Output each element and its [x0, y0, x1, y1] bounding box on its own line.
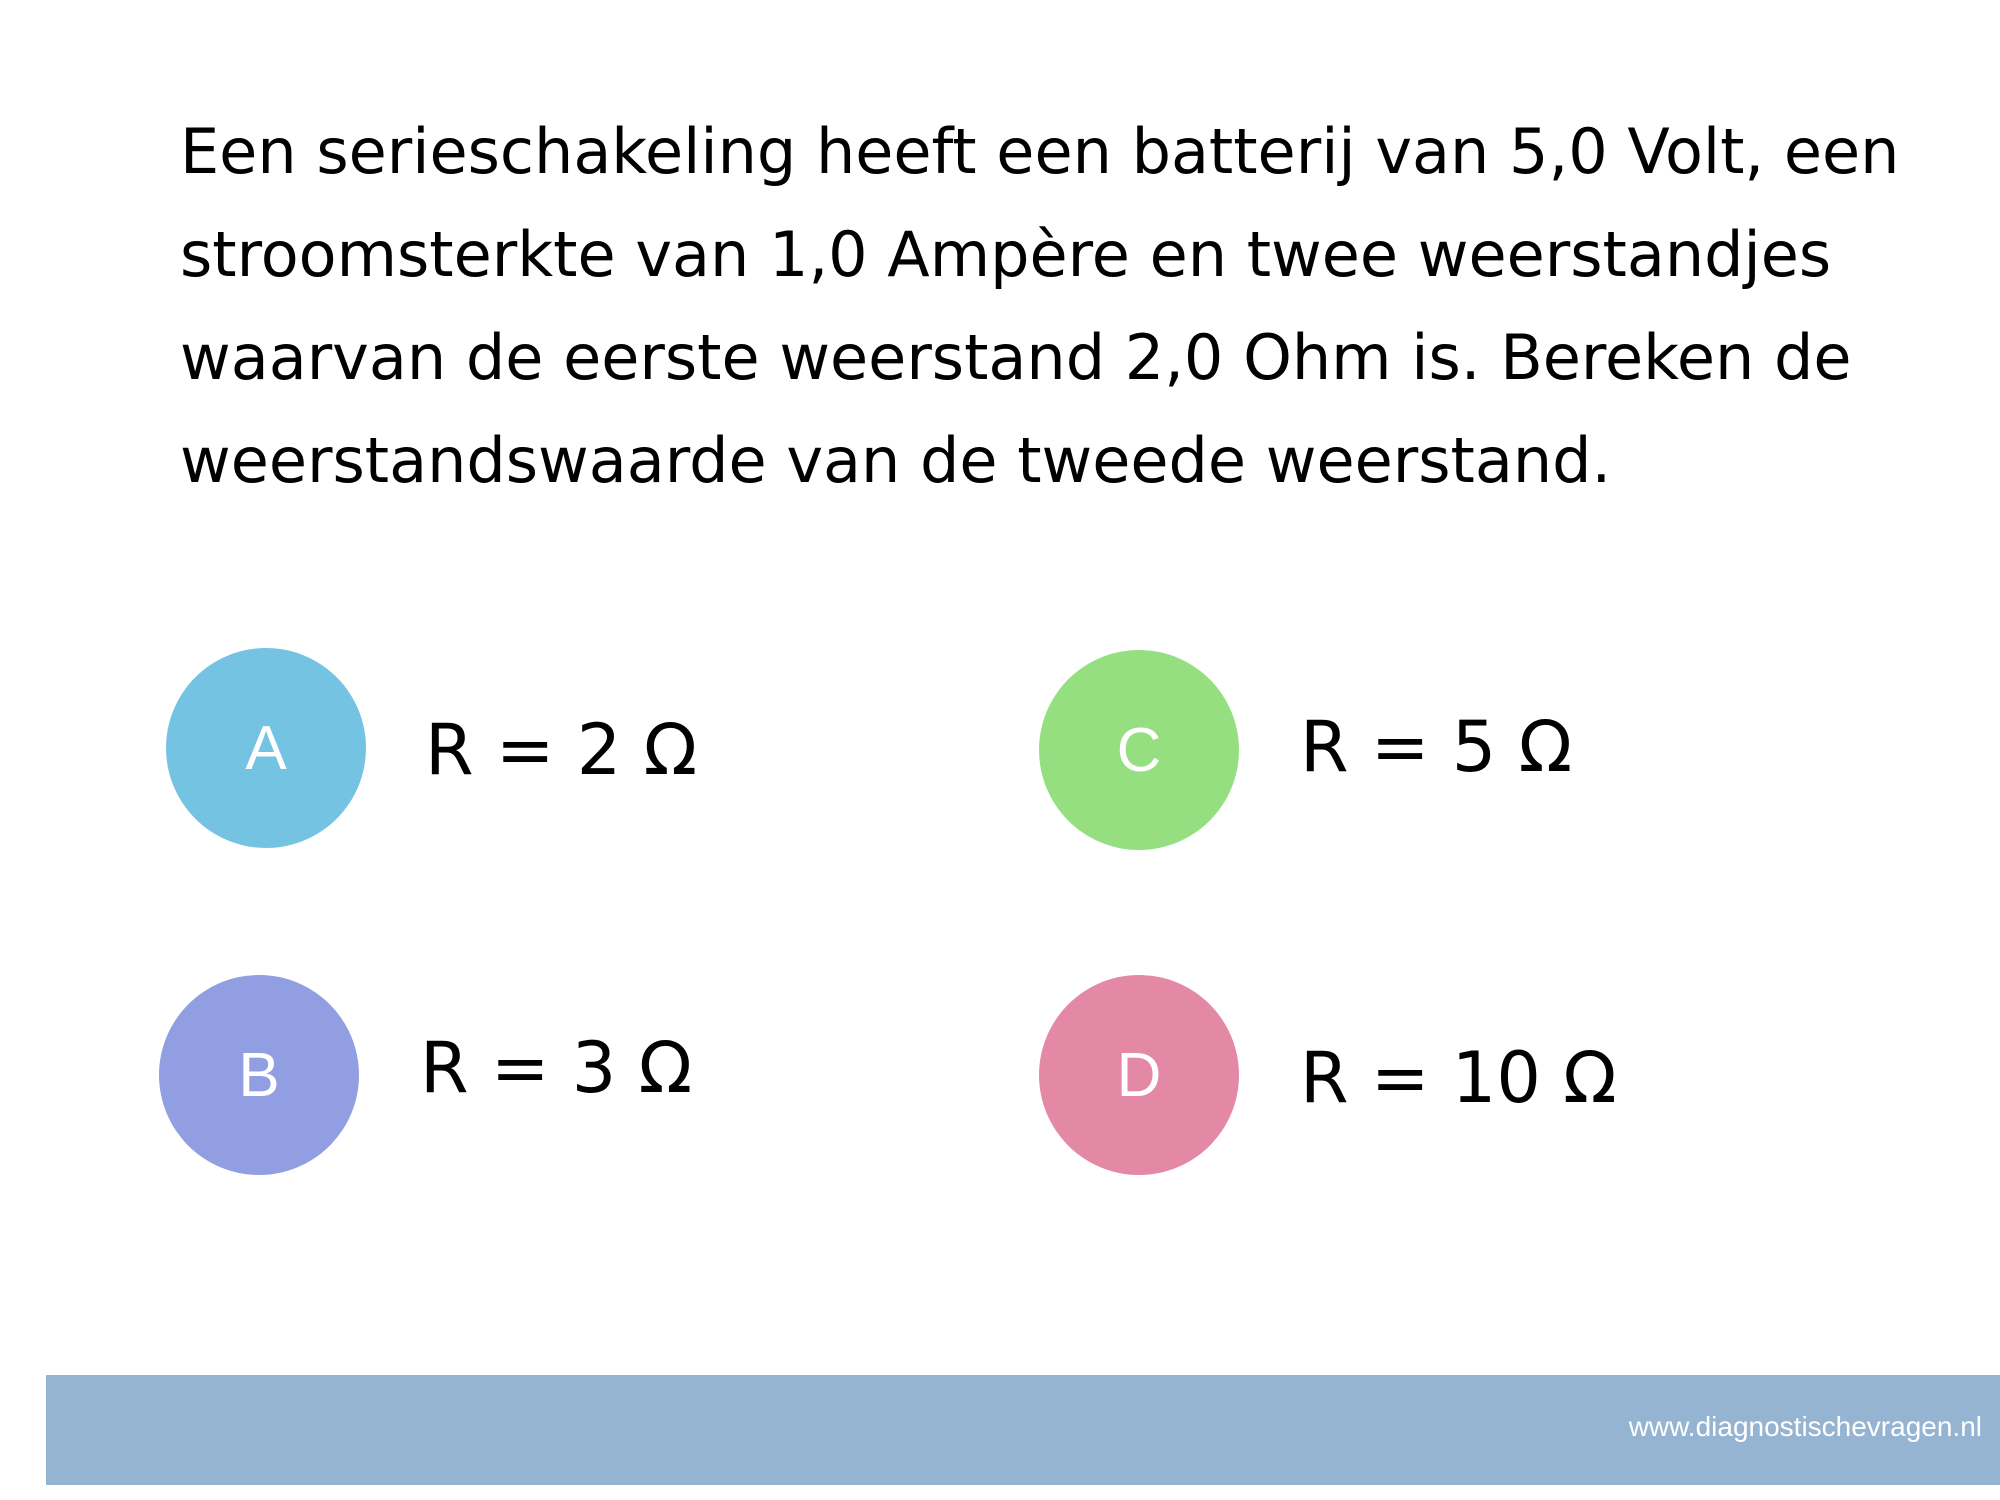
option-a-button[interactable]: A — [166, 648, 366, 848]
footer-url: www.diagnostischevragen.nl — [1628, 1411, 1982, 1442]
option-d-answer: R = 10 Ω — [1300, 1037, 1617, 1119]
footer-bar — [46, 1375, 2000, 1485]
option-a-answer: R = 2 Ω — [425, 709, 698, 791]
option-d-button[interactable]: D — [1039, 975, 1239, 1175]
option-b-answer: R = 3 Ω — [420, 1027, 693, 1109]
option-b-button[interactable]: B — [159, 975, 359, 1175]
question-text: Een serieschakeling heeft een batterij van 5,0 Volt, een stroomsterkte van 1,0 Ampère en twee weerstandjes waarvan de eerste weerstand 2,0 Ohm is. Bereken de weerstandswaarde van de tweede weerstand. — [180, 115, 1900, 497]
option-c-button[interactable]: C — [1039, 650, 1239, 850]
option-c-answer: R = 5 Ω — [1300, 706, 1573, 788]
